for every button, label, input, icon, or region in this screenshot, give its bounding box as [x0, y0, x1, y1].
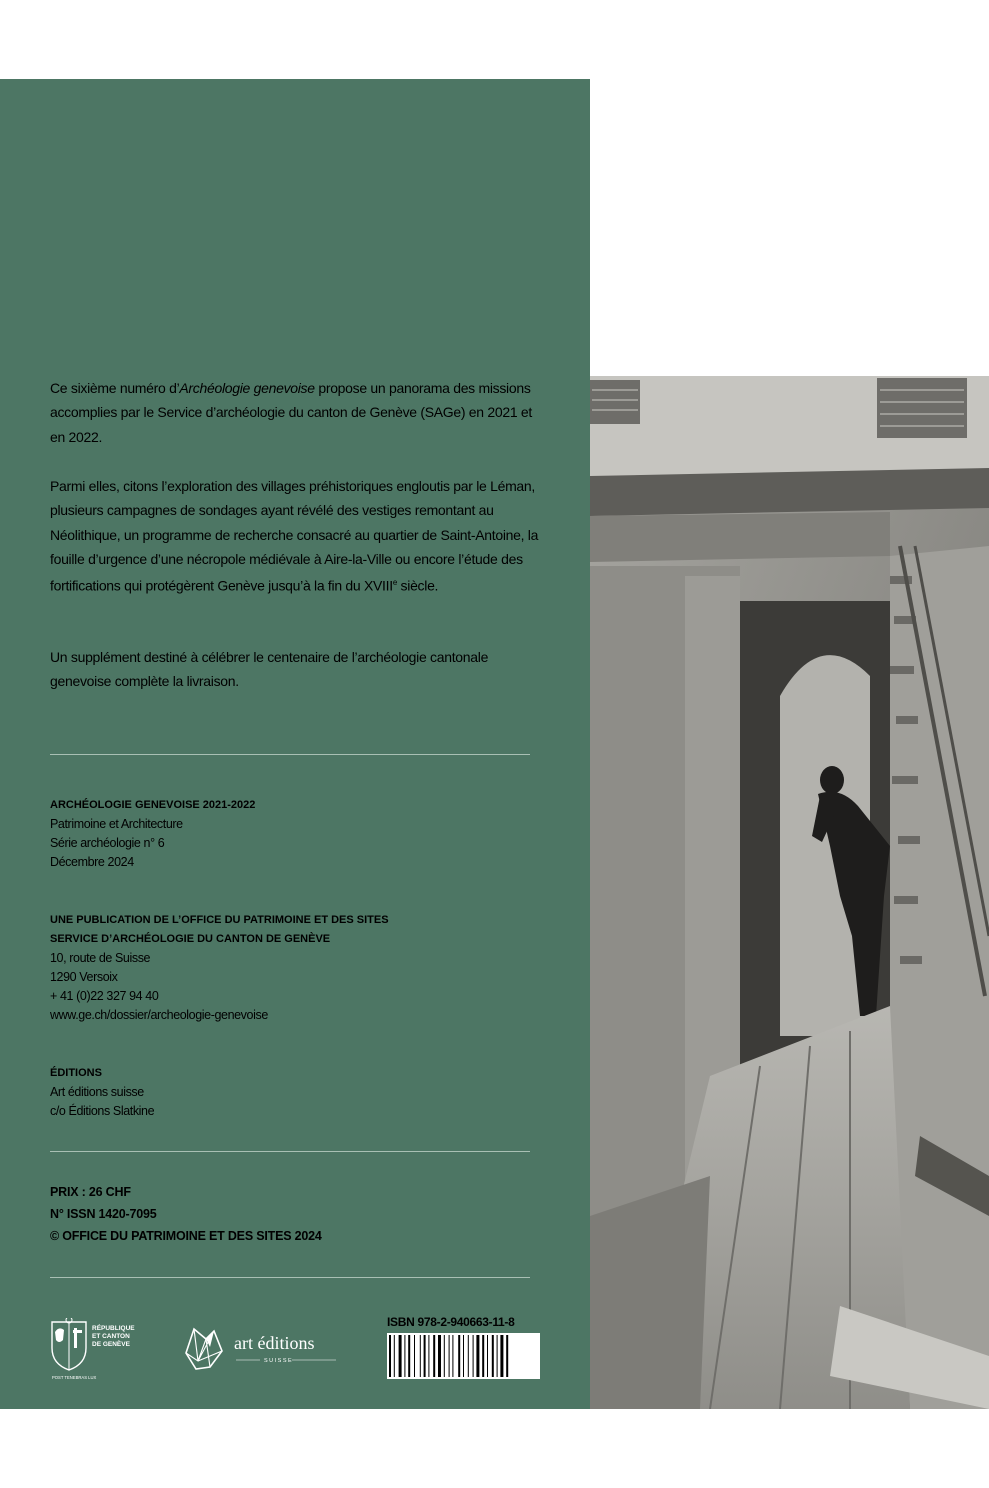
- issn: N° ISSN 1420-7095: [50, 1207, 157, 1221]
- copyright: © OFFICE DU PATRIMOINE ET DES SITES 2024: [50, 1229, 322, 1243]
- price: PRIX : 26 CHF: [50, 1185, 131, 1199]
- series-title: ARCHÉOLOGIE GENEVOISE 2021-2022: [50, 799, 256, 811]
- intro-text: siècle.: [396, 577, 439, 594]
- editions-line: Art éditions suisse: [50, 1085, 144, 1099]
- isbn-number: ISBN 978-2-940663-11-8: [387, 1315, 515, 1329]
- website-url: www.ge.ch/dossier/archeologie-genevoise: [50, 1008, 268, 1022]
- republic-motto: POST TENEBRAS LUX: [52, 1375, 97, 1380]
- editions-line: c/o Éditions Slatkine: [50, 1104, 155, 1118]
- intro-paragraph-1: [50, 376, 540, 449]
- intro-text: Parmi elles, citons l’exploration des villages préhistoriques engloutis par le Léman, plusieurs campagnes de sondages ayant révélé des vestiges remontant au Néolithique, un programme de recherche consacré au quartier de Saint-Antoine, la fouille d’urgence d’une nécropole médiévale à Aire-la-Ville ou encore l’étude des fortifications qui protégèrent Genève jusqu’à la fin du XVIII: [50, 478, 539, 594]
- intro-paragraph-2: [50, 474, 540, 598]
- journal-title-italic: Archéologie genevoise: [179, 380, 315, 396]
- art-editions-sub: SUISSE: [264, 1358, 294, 1364]
- address-line: 10, route de Suisse: [50, 951, 151, 965]
- divider: [50, 1277, 530, 1278]
- divider: [50, 1151, 530, 1152]
- republic-line: RÉPUBLIQUE: [92, 1325, 135, 1332]
- republic-geneva-logo: [50, 1318, 140, 1380]
- phone-number: + 41 (0)22 327 94 40: [50, 989, 159, 1003]
- intro-text: Ce sixième numéro d’: [50, 380, 180, 396]
- republic-line: DE GENÈVE: [92, 1341, 130, 1348]
- archival-photograph: [590, 376, 989, 1409]
- republic-line: ET CANTON: [92, 1333, 130, 1340]
- editions-title: ÉDITIONS: [50, 1067, 102, 1079]
- series-info: [50, 796, 570, 872]
- address-line: 1290 Versoix: [50, 970, 118, 984]
- century-superscript: e: [392, 578, 397, 588]
- barcode: [387, 1333, 540, 1379]
- art-editions-logo: [184, 1325, 344, 1370]
- editions-info: [50, 1064, 570, 1121]
- publisher-info: [50, 911, 570, 1025]
- series-line: Série archéologie n° 6: [50, 836, 165, 850]
- series-line: Patrimoine et Architecture: [50, 817, 183, 831]
- divider: [50, 754, 530, 755]
- intro-text: propose un panorama des missions accomplies par le Service d’archéologie du canton de Genève (SAGe) en 2021 et en 2022.: [50, 380, 532, 445]
- series-date: Décembre 2024: [50, 855, 134, 869]
- publisher-line: SERVICE D’ARCHÉOLOGIE DU CANTON DE GENÈVE: [50, 933, 331, 945]
- isbn-block: [387, 1315, 542, 1379]
- price-info: [50, 1181, 322, 1247]
- art-editions-name: art éditions: [234, 1333, 315, 1353]
- publisher-line: UNE PUBLICATION DE L’OFFICE DU PATRIMOINE ET DES SITES: [50, 914, 389, 926]
- intro-paragraph-3: Un supplément destiné à célébrer le centenaire de l’archéologie cantonale genevoise complète la livraison.: [50, 649, 489, 690]
